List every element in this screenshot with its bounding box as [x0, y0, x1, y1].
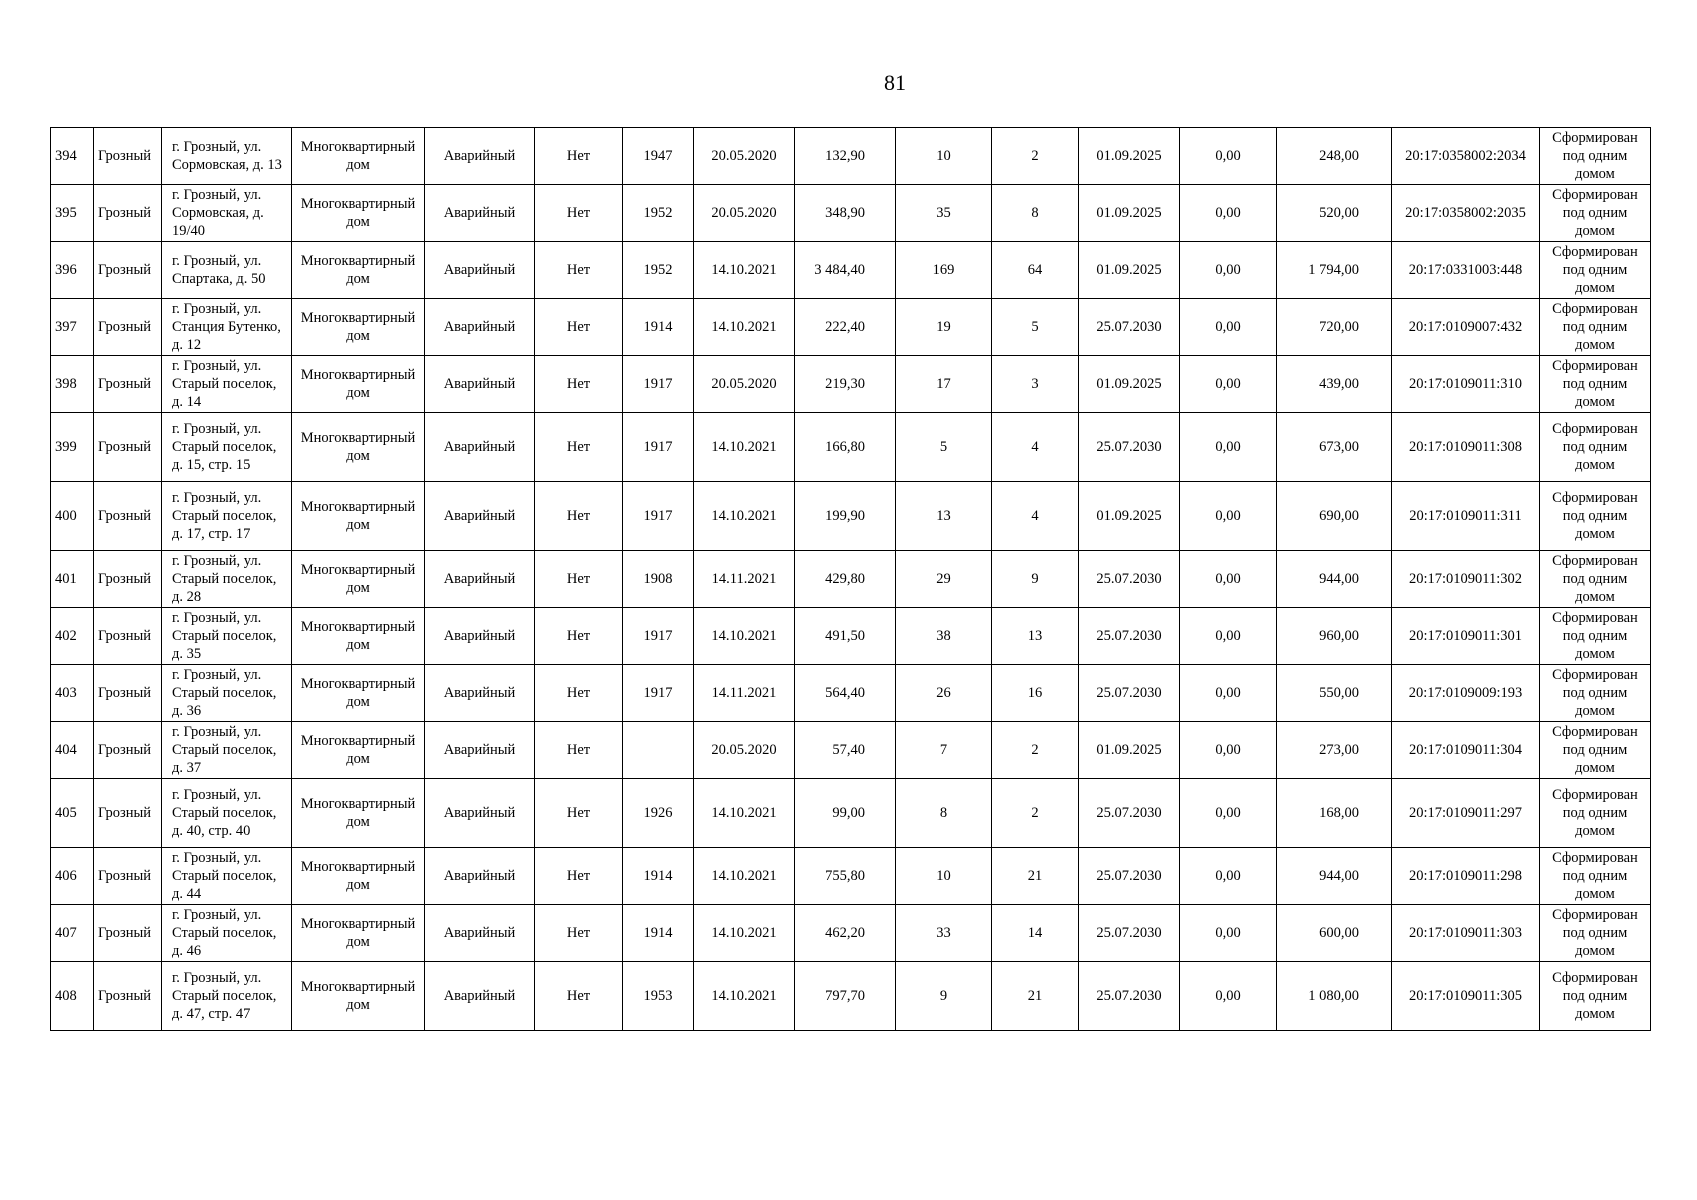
residents-cell: 5 [896, 413, 992, 482]
table-row [51, 665, 1651, 722]
cadastral-number-cell: 20:17:0109009:193 [1392, 665, 1540, 722]
address-cell: г. Грозный, ул. Старый поселок, д. 35 [162, 608, 292, 665]
building-type-cell: Многоквартирный дом [292, 962, 425, 1031]
area-cell: 57,40 [795, 722, 896, 779]
address-cell: г. Грозный, ул. Старый поселок, д. 17, стр. 17 [162, 482, 292, 551]
status-cell: Аварийный [425, 905, 535, 962]
residents-cell: 35 [896, 185, 992, 242]
area-cell: 132,90 [795, 128, 896, 185]
address-cell: г. Грозный, ул. Старый поселок, д. 44 [162, 848, 292, 905]
value1-cell: 0,00 [1180, 482, 1277, 551]
city-cell: Грозный [94, 242, 162, 299]
table-row [51, 185, 1651, 242]
value1-cell: 0,00 [1180, 299, 1277, 356]
row-number-cell: 403 [51, 665, 94, 722]
table-row [51, 608, 1651, 665]
units-cell: 2 [992, 128, 1079, 185]
note-cell: Сформирован под одним домом [1540, 551, 1651, 608]
address-cell: г. Грозный, ул. Старый поселок, д. 37 [162, 722, 292, 779]
city-cell: Грозный [94, 665, 162, 722]
date-recognized-cell: 14.10.2021 [694, 242, 795, 299]
area-cell: 491,50 [795, 608, 896, 665]
date-recognized-cell: 14.10.2021 [694, 962, 795, 1031]
residents-cell: 8 [896, 779, 992, 848]
city-cell: Грозный [94, 608, 162, 665]
cadastral-number-cell: 20:17:0109011:302 [1392, 551, 1540, 608]
year-built-cell: 1917 [623, 665, 694, 722]
cadastral-number-cell: 20:17:0358002:2035 [1392, 185, 1540, 242]
residents-cell: 13 [896, 482, 992, 551]
note-cell: Сформирован под одним домом [1540, 482, 1651, 551]
note-cell: Сформирован под одним домом [1540, 356, 1651, 413]
value1-cell: 0,00 [1180, 242, 1277, 299]
value1-cell: 0,00 [1180, 848, 1277, 905]
year-built-cell: 1908 [623, 551, 694, 608]
row-number-cell: 399 [51, 413, 94, 482]
relocation-date-cell: 01.09.2025 [1079, 185, 1180, 242]
flag-cell: Нет [535, 608, 623, 665]
value2-cell: 550,00 [1277, 665, 1392, 722]
residents-cell: 169 [896, 242, 992, 299]
value2-cell: 248,00 [1277, 128, 1392, 185]
table-row [51, 413, 1651, 482]
table-row [51, 128, 1651, 185]
residents-cell: 33 [896, 905, 992, 962]
city-cell: Грозный [94, 356, 162, 413]
relocation-date-cell: 25.07.2030 [1079, 608, 1180, 665]
year-built-cell: 1952 [623, 242, 694, 299]
value2-cell: 168,00 [1277, 779, 1392, 848]
cadastral-number-cell: 20:17:0109011:310 [1392, 356, 1540, 413]
area-cell: 199,90 [795, 482, 896, 551]
year-built-cell: 1953 [623, 962, 694, 1031]
flag-cell: Нет [535, 779, 623, 848]
flag-cell: Нет [535, 299, 623, 356]
city-cell: Грозный [94, 482, 162, 551]
relocation-date-cell: 01.09.2025 [1079, 722, 1180, 779]
date-recognized-cell: 14.10.2021 [694, 848, 795, 905]
row-number-cell: 402 [51, 608, 94, 665]
units-cell: 8 [992, 185, 1079, 242]
value2-cell: 720,00 [1277, 299, 1392, 356]
value1-cell: 0,00 [1180, 665, 1277, 722]
building-type-cell: Многоквартирный дом [292, 779, 425, 848]
flag-cell: Нет [535, 722, 623, 779]
units-cell: 2 [992, 722, 1079, 779]
address-cell: г. Грозный, ул. Сормовская, д. 13 [162, 128, 292, 185]
table-body [51, 128, 1651, 1031]
date-recognized-cell: 14.11.2021 [694, 551, 795, 608]
year-built-cell: 1952 [623, 185, 694, 242]
relocation-date-cell: 25.07.2030 [1079, 779, 1180, 848]
date-recognized-cell: 20.05.2020 [694, 128, 795, 185]
cadastral-number-cell: 20:17:0358002:2034 [1392, 128, 1540, 185]
relocation-date-cell: 01.09.2025 [1079, 356, 1180, 413]
units-cell: 9 [992, 551, 1079, 608]
units-cell: 64 [992, 242, 1079, 299]
value2-cell: 960,00 [1277, 608, 1392, 665]
row-number-cell: 400 [51, 482, 94, 551]
value1-cell: 0,00 [1180, 722, 1277, 779]
status-cell: Аварийный [425, 299, 535, 356]
year-built-cell [623, 722, 694, 779]
address-cell: г. Грозный, ул. Старый поселок, д. 36 [162, 665, 292, 722]
note-cell: Сформирован под одним домом [1540, 905, 1651, 962]
row-number-cell: 396 [51, 242, 94, 299]
building-type-cell: Многоквартирный дом [292, 299, 425, 356]
housing-registry-table [50, 127, 1651, 1031]
residents-cell: 29 [896, 551, 992, 608]
area-cell: 462,20 [795, 905, 896, 962]
value2-cell: 944,00 [1277, 848, 1392, 905]
building-type-cell: Многоквартирный дом [292, 482, 425, 551]
date-recognized-cell: 20.05.2020 [694, 356, 795, 413]
relocation-date-cell: 01.09.2025 [1079, 128, 1180, 185]
address-cell: г. Грозный, ул. Спартака, д. 50 [162, 242, 292, 299]
residents-cell: 9 [896, 962, 992, 1031]
units-cell: 2 [992, 779, 1079, 848]
date-recognized-cell: 20.05.2020 [694, 185, 795, 242]
date-recognized-cell: 14.10.2021 [694, 608, 795, 665]
relocation-date-cell: 25.07.2030 [1079, 413, 1180, 482]
building-type-cell: Многоквартирный дом [292, 413, 425, 482]
units-cell: 3 [992, 356, 1079, 413]
city-cell: Грозный [94, 185, 162, 242]
area-cell: 3 484,40 [795, 242, 896, 299]
units-cell: 21 [992, 848, 1079, 905]
city-cell: Грозный [94, 722, 162, 779]
city-cell: Грозный [94, 299, 162, 356]
table-row [51, 242, 1651, 299]
flag-cell: Нет [535, 665, 623, 722]
cadastral-number-cell: 20:17:0109011:308 [1392, 413, 1540, 482]
date-recognized-cell: 14.10.2021 [694, 482, 795, 551]
address-cell: г. Грозный, ул. Старый поселок, д. 47, стр. 47 [162, 962, 292, 1031]
relocation-date-cell: 25.07.2030 [1079, 299, 1180, 356]
flag-cell: Нет [535, 128, 623, 185]
note-cell: Сформирован под одним домом [1540, 128, 1651, 185]
cadastral-number-cell: 20:17:0109011:301 [1392, 608, 1540, 665]
table-row [51, 356, 1651, 413]
relocation-date-cell: 01.09.2025 [1079, 242, 1180, 299]
status-cell: Аварийный [425, 962, 535, 1031]
row-number-cell: 404 [51, 722, 94, 779]
address-cell: г. Грозный, ул. Старый поселок, д. 46 [162, 905, 292, 962]
city-cell: Грозный [94, 848, 162, 905]
value2-cell: 1 794,00 [1277, 242, 1392, 299]
note-cell: Сформирован под одним домом [1540, 779, 1651, 848]
area-cell: 222,40 [795, 299, 896, 356]
value1-cell: 0,00 [1180, 128, 1277, 185]
note-cell: Сформирован под одним домом [1540, 665, 1651, 722]
date-recognized-cell: 14.10.2021 [694, 779, 795, 848]
address-cell: г. Грозный, ул. Станция Бутенко, д. 12 [162, 299, 292, 356]
address-cell: г. Грозный, ул. Старый поселок, д. 15, стр. 15 [162, 413, 292, 482]
address-cell: г. Грозный, ул. Старый поселок, д. 28 [162, 551, 292, 608]
value1-cell: 0,00 [1180, 905, 1277, 962]
residents-cell: 38 [896, 608, 992, 665]
building-type-cell: Многоквартирный дом [292, 242, 425, 299]
cadastral-number-cell: 20:17:0109011:303 [1392, 905, 1540, 962]
status-cell: Аварийный [425, 608, 535, 665]
value1-cell: 0,00 [1180, 779, 1277, 848]
year-built-cell: 1926 [623, 779, 694, 848]
value1-cell: 0,00 [1180, 413, 1277, 482]
flag-cell: Нет [535, 356, 623, 413]
row-number-cell: 394 [51, 128, 94, 185]
building-type-cell: Многоквартирный дом [292, 608, 425, 665]
note-cell: Сформирован под одним домом [1540, 185, 1651, 242]
residents-cell: 10 [896, 128, 992, 185]
building-type-cell: Многоквартирный дом [292, 848, 425, 905]
cadastral-number-cell: 20:17:0109007:432 [1392, 299, 1540, 356]
status-cell: Аварийный [425, 242, 535, 299]
city-cell: Грозный [94, 962, 162, 1031]
area-cell: 166,80 [795, 413, 896, 482]
area-cell: 348,90 [795, 185, 896, 242]
value2-cell: 520,00 [1277, 185, 1392, 242]
city-cell: Грозный [94, 905, 162, 962]
row-number-cell: 395 [51, 185, 94, 242]
status-cell: Аварийный [425, 779, 535, 848]
status-cell: Аварийный [425, 722, 535, 779]
area-cell: 564,40 [795, 665, 896, 722]
flag-cell: Нет [535, 551, 623, 608]
value1-cell: 0,00 [1180, 962, 1277, 1031]
residents-cell: 10 [896, 848, 992, 905]
building-type-cell: Многоквартирный дом [292, 128, 425, 185]
units-cell: 21 [992, 962, 1079, 1031]
residents-cell: 26 [896, 665, 992, 722]
value1-cell: 0,00 [1180, 608, 1277, 665]
building-type-cell: Многоквартирный дом [292, 551, 425, 608]
date-recognized-cell: 14.10.2021 [694, 299, 795, 356]
relocation-date-cell: 25.07.2030 [1079, 551, 1180, 608]
value2-cell: 439,00 [1277, 356, 1392, 413]
status-cell: Аварийный [425, 356, 535, 413]
year-built-cell: 1917 [623, 413, 694, 482]
table-row [51, 962, 1651, 1031]
residents-cell: 7 [896, 722, 992, 779]
year-built-cell: 1914 [623, 848, 694, 905]
row-number-cell: 406 [51, 848, 94, 905]
table-row [51, 482, 1651, 551]
value1-cell: 0,00 [1180, 356, 1277, 413]
date-recognized-cell: 14.11.2021 [694, 665, 795, 722]
flag-cell: Нет [535, 413, 623, 482]
page-number: 81 [884, 70, 906, 95]
value2-cell: 673,00 [1277, 413, 1392, 482]
table-row [51, 722, 1651, 779]
units-cell: 16 [992, 665, 1079, 722]
cadastral-number-cell: 20:17:0109011:305 [1392, 962, 1540, 1031]
table-row [51, 551, 1651, 608]
cadastral-number-cell: 20:17:0331003:448 [1392, 242, 1540, 299]
status-cell: Аварийный [425, 413, 535, 482]
building-type-cell: Многоквартирный дом [292, 905, 425, 962]
flag-cell: Нет [535, 482, 623, 551]
cadastral-number-cell: 20:17:0109011:304 [1392, 722, 1540, 779]
date-recognized-cell: 14.10.2021 [694, 905, 795, 962]
building-type-cell: Многоквартирный дом [292, 665, 425, 722]
relocation-date-cell: 25.07.2030 [1079, 962, 1180, 1031]
status-cell: Аварийный [425, 551, 535, 608]
area-cell: 99,00 [795, 779, 896, 848]
units-cell: 13 [992, 608, 1079, 665]
status-cell: Аварийный [425, 185, 535, 242]
year-built-cell: 1914 [623, 299, 694, 356]
address-cell: г. Грозный, ул. Старый поселок, д. 14 [162, 356, 292, 413]
value2-cell: 690,00 [1277, 482, 1392, 551]
building-type-cell: Многоквартирный дом [292, 185, 425, 242]
row-number-cell: 401 [51, 551, 94, 608]
year-built-cell: 1917 [623, 482, 694, 551]
building-type-cell: Многоквартирный дом [292, 356, 425, 413]
row-number-cell: 405 [51, 779, 94, 848]
note-cell: Сформирован под одним домом [1540, 722, 1651, 779]
year-built-cell: 1947 [623, 128, 694, 185]
note-cell: Сформирован под одним домом [1540, 242, 1651, 299]
area-cell: 797,70 [795, 962, 896, 1031]
flag-cell: Нет [535, 848, 623, 905]
note-cell: Сформирован под одним домом [1540, 299, 1651, 356]
cadastral-number-cell: 20:17:0109011:297 [1392, 779, 1540, 848]
units-cell: 4 [992, 413, 1079, 482]
units-cell: 4 [992, 482, 1079, 551]
row-number-cell: 397 [51, 299, 94, 356]
city-cell: Грозный [94, 551, 162, 608]
relocation-date-cell: 01.09.2025 [1079, 482, 1180, 551]
year-built-cell: 1914 [623, 905, 694, 962]
residents-cell: 19 [896, 299, 992, 356]
note-cell: Сформирован под одним домом [1540, 962, 1651, 1031]
table-row [51, 779, 1651, 848]
value2-cell: 273,00 [1277, 722, 1392, 779]
status-cell: Аварийный [425, 482, 535, 551]
row-number-cell: 398 [51, 356, 94, 413]
table-row [51, 905, 1651, 962]
date-recognized-cell: 14.10.2021 [694, 413, 795, 482]
cadastral-number-cell: 20:17:0109011:311 [1392, 482, 1540, 551]
flag-cell: Нет [535, 185, 623, 242]
table-row [51, 299, 1651, 356]
residents-cell: 17 [896, 356, 992, 413]
area-cell: 429,80 [795, 551, 896, 608]
table-row [51, 848, 1651, 905]
value2-cell: 600,00 [1277, 905, 1392, 962]
status-cell: Аварийный [425, 665, 535, 722]
city-cell: Грозный [94, 128, 162, 185]
year-built-cell: 1917 [623, 356, 694, 413]
units-cell: 5 [992, 299, 1079, 356]
address-cell: г. Грозный, ул. Старый поселок, д. 40, стр. 40 [162, 779, 292, 848]
year-built-cell: 1917 [623, 608, 694, 665]
row-number-cell: 407 [51, 905, 94, 962]
area-cell: 219,30 [795, 356, 896, 413]
value2-cell: 1 080,00 [1277, 962, 1392, 1031]
flag-cell: Нет [535, 242, 623, 299]
relocation-date-cell: 25.07.2030 [1079, 905, 1180, 962]
units-cell: 14 [992, 905, 1079, 962]
flag-cell: Нет [535, 962, 623, 1031]
cadastral-number-cell: 20:17:0109011:298 [1392, 848, 1540, 905]
area-cell: 755,80 [795, 848, 896, 905]
note-cell: Сформирован под одним домом [1540, 413, 1651, 482]
note-cell: Сформирован под одним домом [1540, 608, 1651, 665]
building-type-cell: Многоквартирный дом [292, 722, 425, 779]
note-cell: Сформирован под одним домом [1540, 848, 1651, 905]
value1-cell: 0,00 [1180, 551, 1277, 608]
relocation-date-cell: 25.07.2030 [1079, 665, 1180, 722]
address-cell: г. Грозный, ул. Сормовская, д. 19/40 [162, 185, 292, 242]
status-cell: Аварийный [425, 848, 535, 905]
date-recognized-cell: 20.05.2020 [694, 722, 795, 779]
value2-cell: 944,00 [1277, 551, 1392, 608]
city-cell: Грозный [94, 779, 162, 848]
value1-cell: 0,00 [1180, 185, 1277, 242]
flag-cell: Нет [535, 905, 623, 962]
city-cell: Грозный [94, 413, 162, 482]
status-cell: Аварийный [425, 128, 535, 185]
row-number-cell: 408 [51, 962, 94, 1031]
relocation-date-cell: 25.07.2030 [1079, 848, 1180, 905]
